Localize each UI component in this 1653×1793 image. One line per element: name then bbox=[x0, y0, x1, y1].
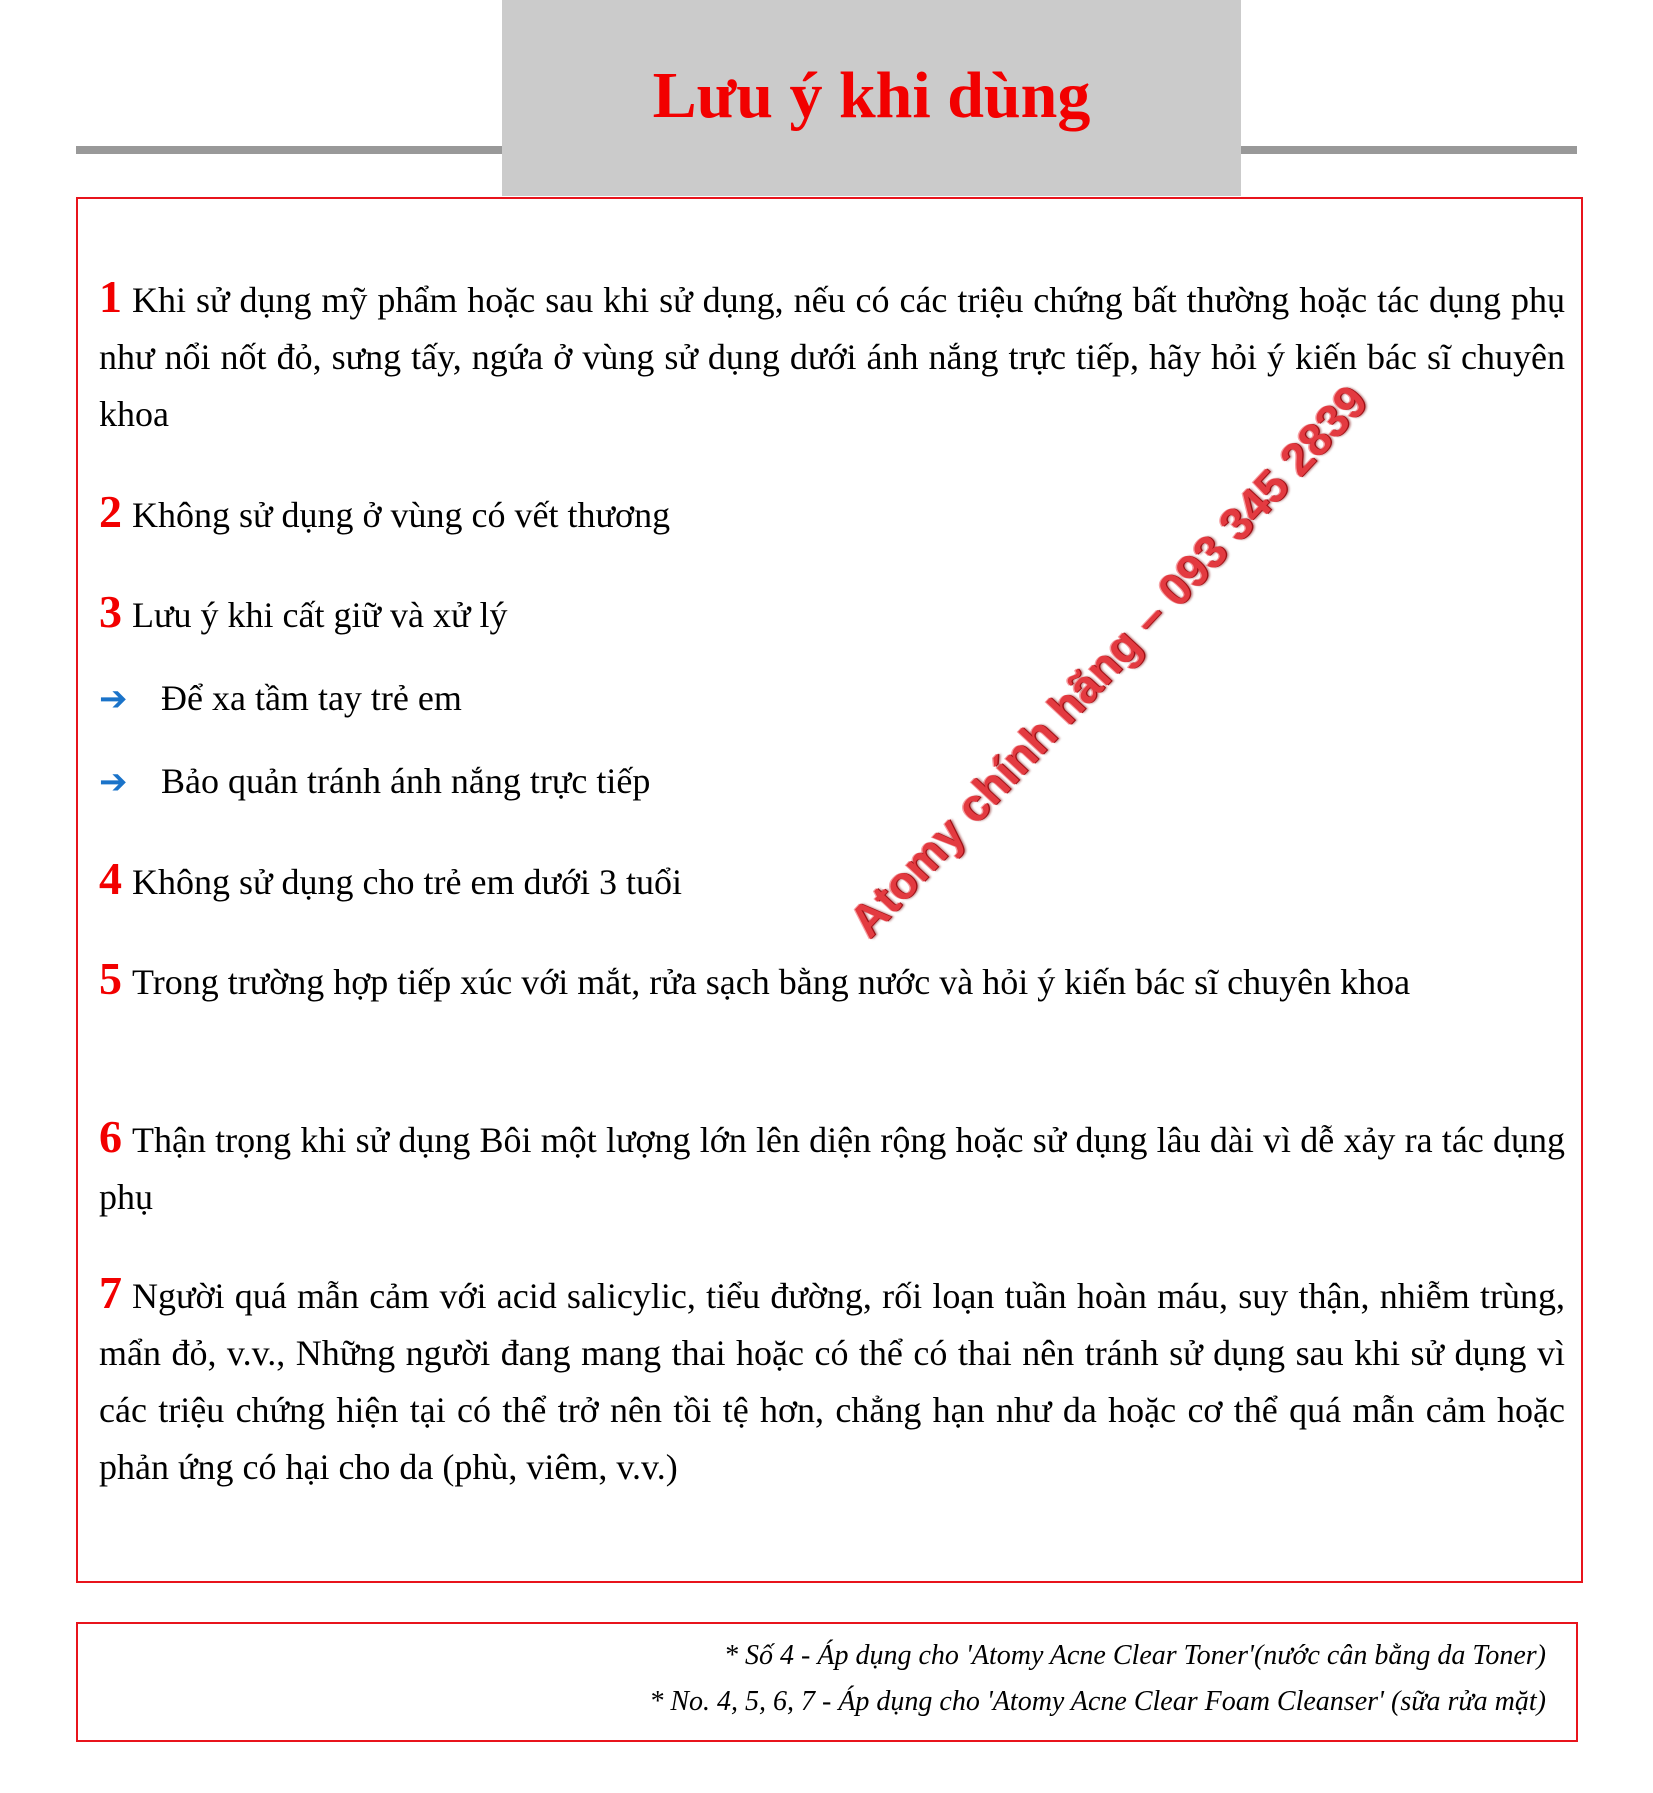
item-text: Lưu ý khi cất giữ và xử lý bbox=[132, 595, 508, 635]
item-number: 7 bbox=[99, 1267, 122, 1318]
arrow-right-icon: ➔ bbox=[99, 764, 128, 801]
item-number: 3 bbox=[99, 586, 122, 637]
item-text: Khi sử dụng mỹ phẩm hoặc sau khi sử dụng, nếu có các triệu chứng bất thường hoặc tác dụng phụ như nổi nốt đỏ, sưng tấy, ngứa ở vùng sử dụng dưới ánh nắng trực tiếp, hãy hỏi ý kiến bác sĩ chuyên khoa bbox=[99, 280, 1565, 434]
list-item bbox=[99, 850, 1565, 911]
list-item bbox=[99, 950, 1565, 1011]
footnote: * No. 4, 5, 6, 7 - Áp dụng cho 'Atomy Acne Clear Foam Cleanser' (sữa rửa mặt) bbox=[649, 1686, 1546, 1717]
list-item bbox=[99, 583, 1565, 644]
title-box bbox=[502, 0, 1241, 196]
item-text: Trong trường hợp tiếp xúc với mắt, rửa sạch bằng nước và hỏi ý kiến bác sĩ chuyên khoa bbox=[132, 962, 1411, 1002]
bullet-item bbox=[99, 753, 650, 811]
bullet-item bbox=[99, 670, 462, 728]
item-number: 2 bbox=[99, 486, 122, 537]
header-rule-right bbox=[1238, 146, 1577, 154]
item-text: Thận trọng khi sử dụng Bôi một lượng lớn lên diện rộng hoặc sử dụng lâu dài vì dễ xảy ra tác dụng phụ bbox=[99, 1120, 1565, 1217]
watermark: Atomy chính hãng – 093 345 2839 bbox=[838, 374, 1378, 948]
header-rule-left bbox=[76, 146, 506, 154]
item-text: Không sử dụng ở vùng có vết thương bbox=[132, 495, 671, 535]
item-text: Người quá mẫn cảm với acid salicylic, tiểu đường, rối loạn tuần hoàn máu, suy thận, nhiễm trùng, mẩn đỏ, v.v., Những người đang mang thai hoặc có thể có thai nên tránh sử dụng sau khi sử dụng vì các triệu chứng hiện tại có thể trở nên tồi tệ hơn, chẳng hạn như da hoặc cơ thể quá mẫn cảm hoặc phản ứng có hại cho da (phù, viêm, v.v.) bbox=[99, 1276, 1565, 1487]
list-item bbox=[99, 1108, 1565, 1226]
list-item bbox=[99, 1264, 1565, 1496]
item-text: Không sử dụng cho trẻ em dưới 3 tuổi bbox=[132, 862, 683, 902]
item-number: 6 bbox=[99, 1111, 122, 1162]
item-number: 5 bbox=[99, 953, 122, 1004]
page-title: Lưu ý khi dùng bbox=[652, 59, 1091, 132]
footnote-box bbox=[76, 1622, 1578, 1742]
footnote: * Số 4 - Áp dụng cho 'Atomy Acne Clear Toner'(nước cân bằng da Toner) bbox=[724, 1640, 1546, 1671]
list-item bbox=[99, 483, 1565, 544]
item-number: 4 bbox=[99, 853, 122, 904]
arrow-right-icon: ➔ bbox=[99, 681, 128, 718]
item-number: 1 bbox=[99, 271, 122, 322]
bullet-text: Để xa tầm tay trẻ em bbox=[161, 678, 462, 718]
bullet-text: Bảo quản tránh ánh nắng trực tiếp bbox=[161, 761, 651, 801]
